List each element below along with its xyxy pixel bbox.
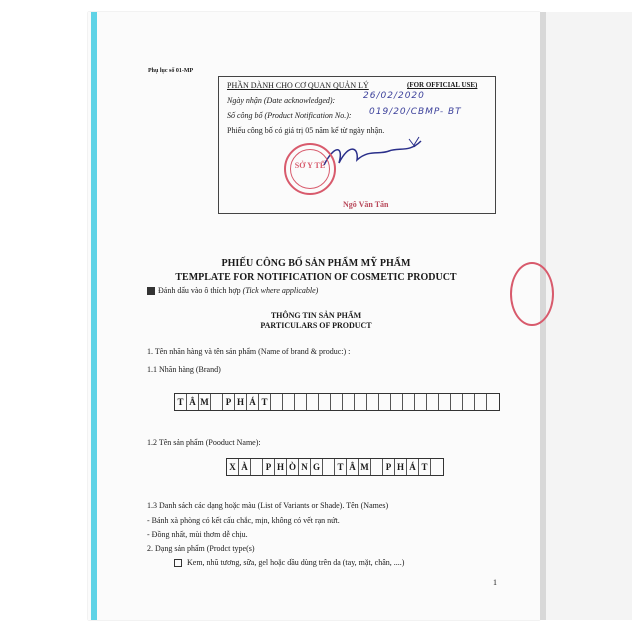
- brand-char-cell: [379, 394, 391, 410]
- brand-char-cell: T: [175, 394, 187, 410]
- product-char-cell: T: [419, 459, 431, 475]
- brand-char-cell: [403, 394, 415, 410]
- product-char-cell: M: [359, 459, 371, 475]
- section-title-vn: THÔNG TIN SẢN PHẨM: [270, 311, 362, 320]
- date-value: 26/02/2020: [363, 91, 425, 101]
- brand-char-cell: [427, 394, 439, 410]
- type-option-row: [174, 558, 404, 567]
- brand-char-cell: [355, 394, 367, 410]
- number-value: 019/20/CBMP- BT: [369, 107, 462, 117]
- section-title-en: PARTICULARS OF PRODUCT: [260, 321, 372, 330]
- product-char-cell: H: [395, 459, 407, 475]
- official-seal: [284, 143, 336, 195]
- product-char-grid: [226, 458, 444, 476]
- product-char-cell: [431, 459, 443, 475]
- seal-text: SỞ Y TẾ: [294, 161, 326, 170]
- signer-name: Ngô Văn Tấn: [343, 200, 389, 209]
- brand-char-cell: [475, 394, 487, 410]
- validity-note: Phiếu công bố có giá trị 05 năm kể từ ngày nhận.: [227, 126, 385, 135]
- tick-note-en: (Tick where applicable): [242, 286, 319, 295]
- brand-char-cell: [271, 394, 283, 410]
- brand-char-cell: [295, 394, 307, 410]
- appendix-label: Phụ lục số 01-MP: [148, 68, 194, 74]
- brand-char-cell: Â: [187, 394, 199, 410]
- product-char-cell: Ò: [287, 459, 299, 475]
- brand-char-cell: [343, 394, 355, 410]
- brand-char-cell: [211, 394, 223, 410]
- brand-char-cell: [415, 394, 427, 410]
- product-char-cell: À: [239, 459, 251, 475]
- brand-char-cell: [319, 394, 331, 410]
- product-char-cell: [251, 459, 263, 475]
- brand-char-cell: H: [235, 394, 247, 410]
- brand-char-cell: [307, 394, 319, 410]
- date-label: Ngày nhận (Date acknowledged):: [227, 96, 336, 105]
- product-char-cell: Á: [407, 459, 419, 475]
- main-title-en: TEMPLATE FOR NOTIFICATION OF COSMETIC PRODUCT: [175, 272, 457, 283]
- product-char-cell: G: [311, 459, 323, 475]
- number-label: Số công bố (Product Notification No.):: [227, 111, 352, 120]
- tick-note: Đánh dấu vào ô thích hợp: [158, 286, 241, 295]
- item-1-1: 1.1 Nhãn hàng (Brand): [147, 365, 221, 374]
- variant-bullet-2: - Đồng nhất, mùi thơm dễ chịu.: [147, 530, 248, 539]
- brand-char-cell: [439, 394, 451, 410]
- page-number: 1: [493, 578, 497, 587]
- brand-char-cell: M: [199, 394, 211, 410]
- brand-char-cell: [283, 394, 295, 410]
- product-char-cell: P: [383, 459, 395, 475]
- official-use-box: [218, 76, 496, 214]
- brand-char-cell: Á: [247, 394, 259, 410]
- brand-char-cell: [451, 394, 463, 410]
- type-option-text: Kem, nhũ tương, sữa, gel hoặc dầu dùng trên da (tay, mặt, chân, ....): [187, 558, 405, 567]
- item-1: 1. Tên nhãn hàng và tên sản phẩm (Name of brand & produc:) :: [147, 347, 351, 356]
- product-char-cell: [371, 459, 383, 475]
- checkbox-empty-icon: [174, 559, 182, 567]
- product-char-cell: Â: [347, 459, 359, 475]
- product-char-cell: [323, 459, 335, 475]
- item-1-2: 1.2 Tên sản phẩm (Pooduct Name):: [147, 438, 261, 447]
- brand-char-cell: [367, 394, 379, 410]
- product-char-cell: T: [335, 459, 347, 475]
- main-title-vn: PHIẾU CÔNG BỐ SẢN PHẨM MỸ PHẨM: [221, 258, 411, 269]
- item-2: 2. Dạng sản phẩm (Prodct type(s): [147, 544, 255, 553]
- tick-instruction: [147, 286, 318, 295]
- official-header-vn: PHẦN DÀNH CHO CƠ QUAN QUẢN LÝ: [227, 81, 369, 90]
- item-1-3: 1.3 Danh sách các dạng hoặc màu (List of Variants or Shade). Tên (Names): [147, 501, 389, 510]
- product-char-cell: P: [263, 459, 275, 475]
- checkbox-checked-icon: [147, 287, 155, 295]
- brand-char-cell: P: [223, 394, 235, 410]
- variant-bullet-1: - Bánh xà phòng có kết cấu chắc, mịn, không có vết rạn nứt.: [147, 516, 340, 525]
- brand-char-cell: T: [259, 394, 271, 410]
- product-char-cell: X: [227, 459, 239, 475]
- official-header-en: (FOR OFFICIAL USE): [407, 81, 478, 89]
- product-char-cell: N: [299, 459, 311, 475]
- brand-char-grid: [174, 393, 500, 411]
- brand-char-cell: [331, 394, 343, 410]
- brand-char-cell: [391, 394, 403, 410]
- brand-char-cell: [487, 394, 499, 410]
- product-char-cell: H: [275, 459, 287, 475]
- brand-char-cell: [463, 394, 475, 410]
